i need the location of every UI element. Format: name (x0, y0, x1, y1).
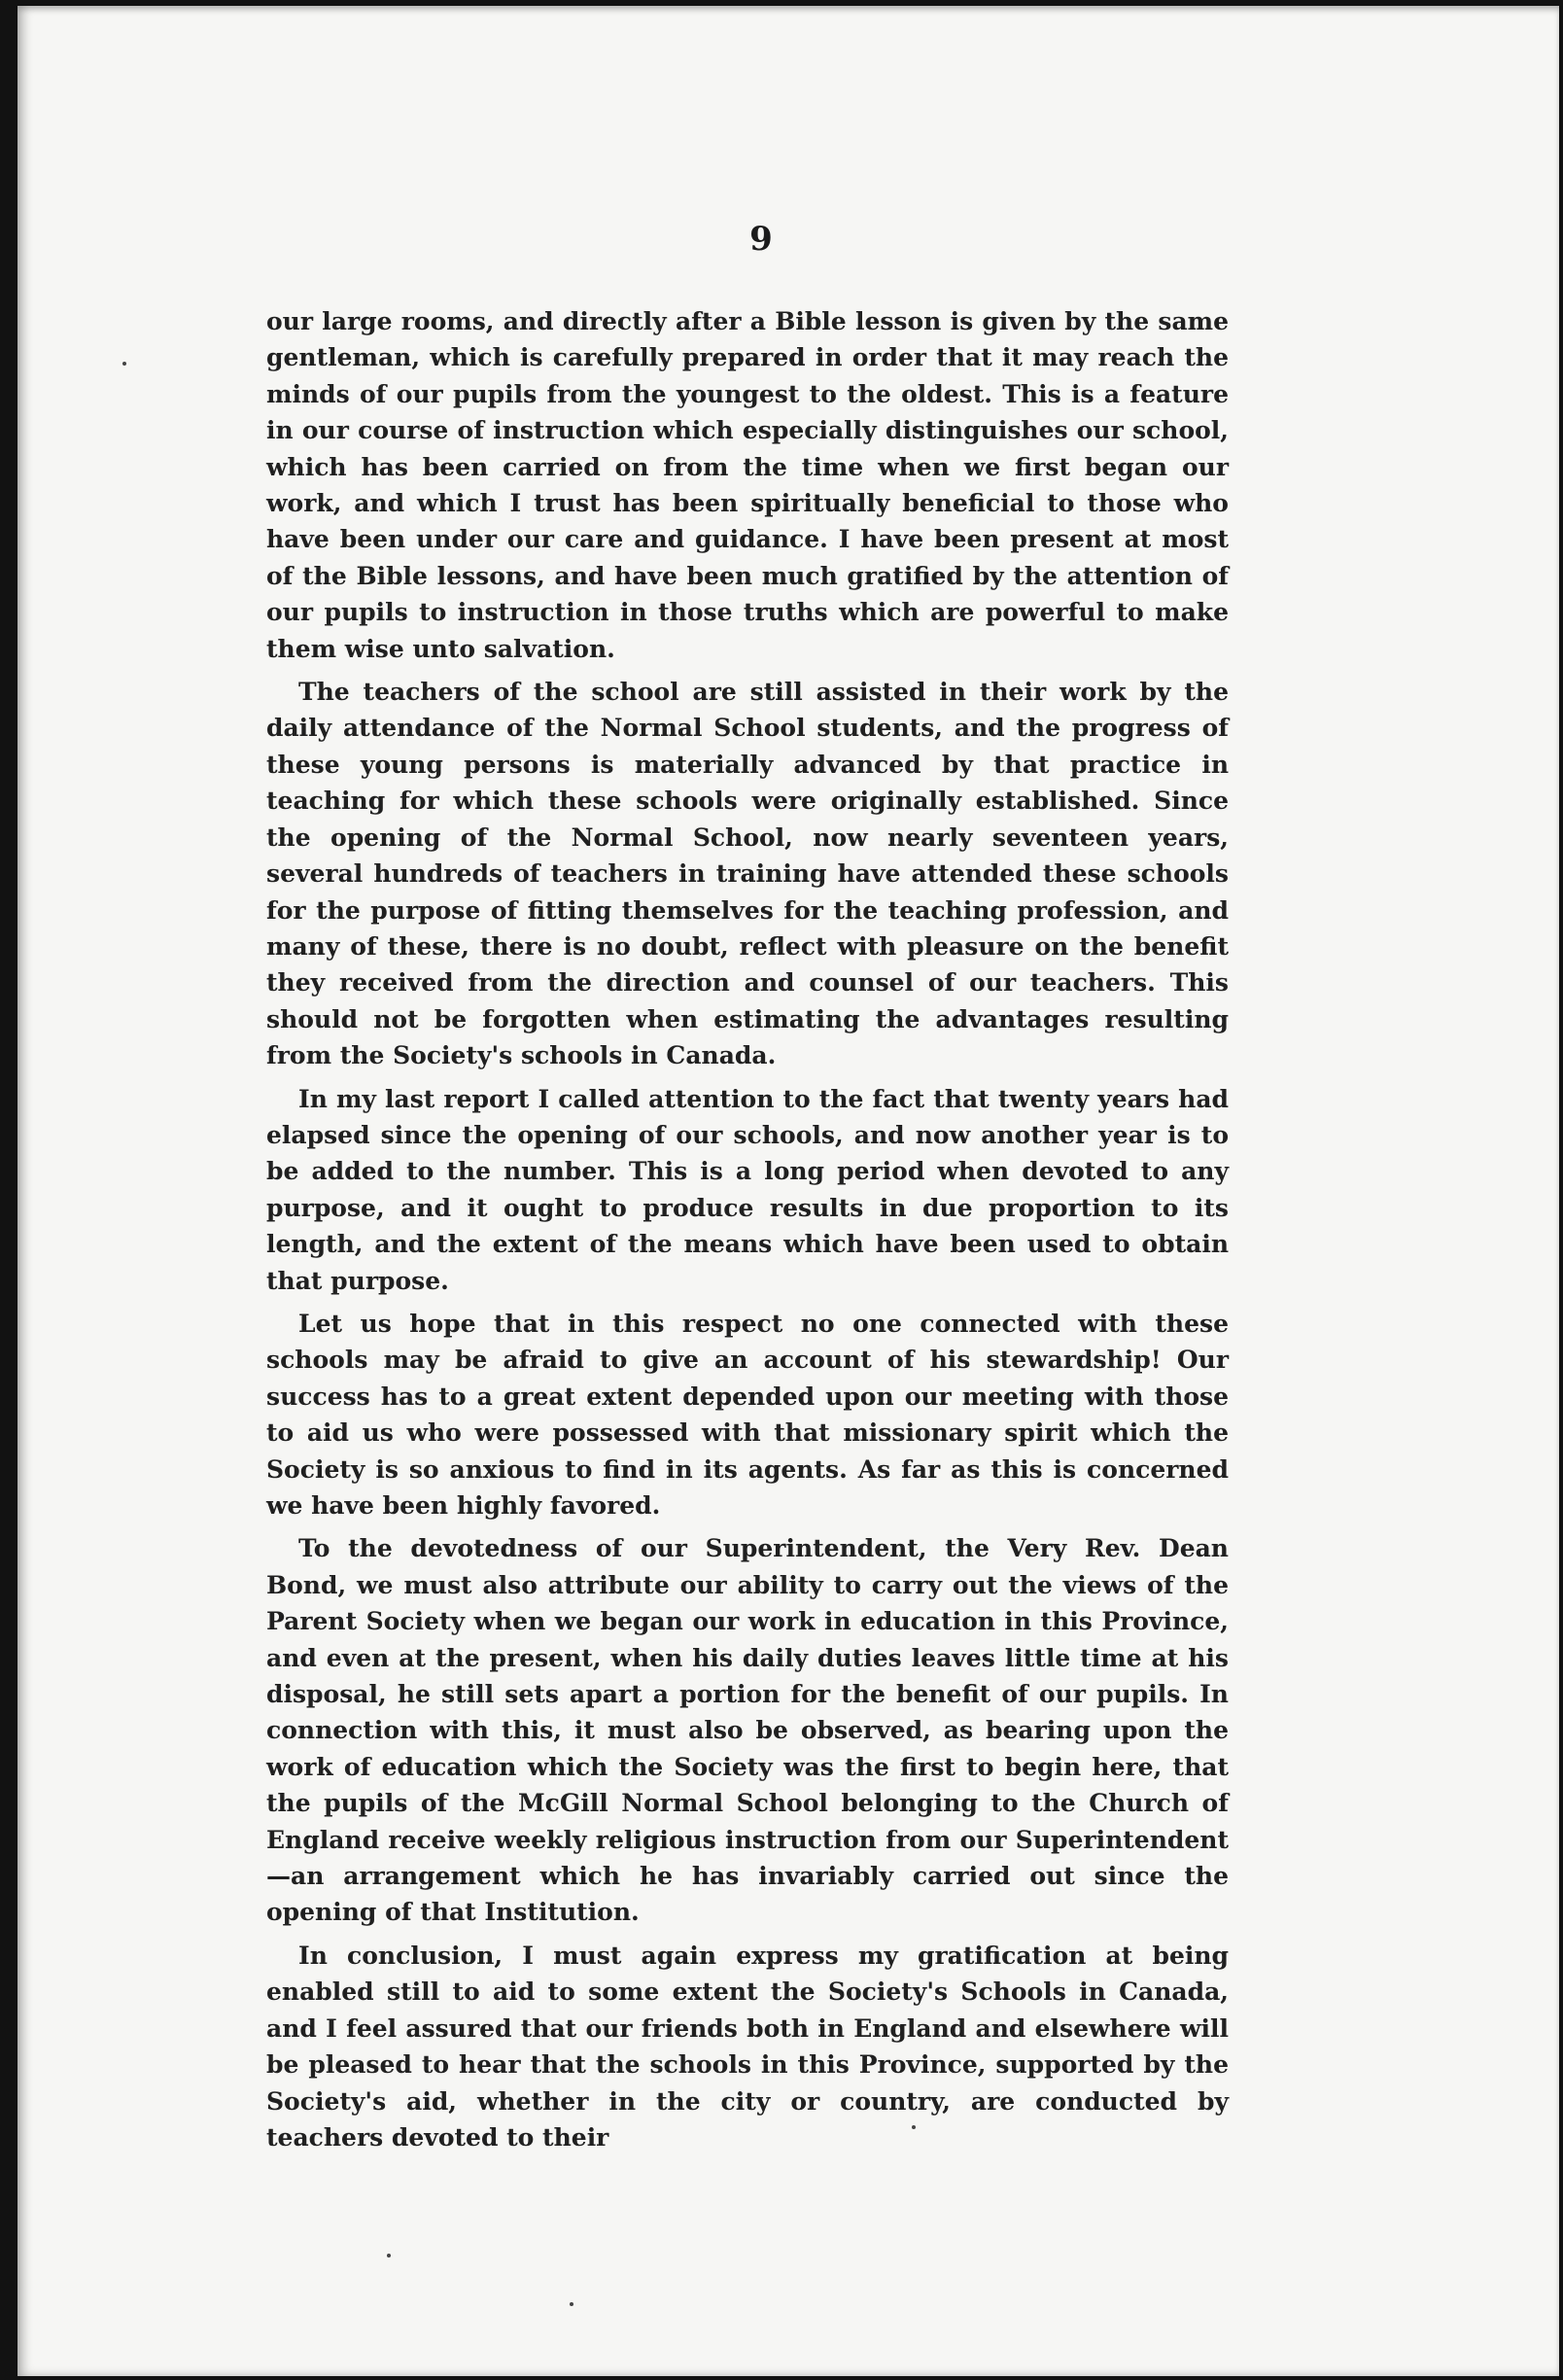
paper-speck (387, 2254, 391, 2258)
paper-speck (570, 2302, 573, 2306)
paper-speck (122, 362, 126, 366)
body-text (266, 303, 1229, 2162)
paragraph-6: In conclusion, I must again express my gratification at being enabled still to aid to some extent the Society's Schools in Canada, and I feel assured that our friends both in England and elsewhere will be pleased to hear that the schools in this Province, supported by the Society's aid, whether in the city or country, are conducted by teachers devoted to their (266, 1941, 1229, 2152)
paragraph-1: our large rooms, and directly after a Bible lesson is given by the same gentleman, which is carefully prepared in order that it may reach the minds of our pupils from the youngest to the oldest. This is a feature in our course of instruction which especially distinguishes our school, which has been carried on from the time when we first began our work, and which I trust has been spiritually beneficial to those who have been under our care and guidance. I have been present at most of the Bible lessons, and have been much gratified by the attention of our pupils to instruction in those truths which are powerful to make them wise unto salvation. (266, 307, 1229, 663)
paper-speck (912, 2125, 916, 2129)
paragraph-3: In my last report I called attention to the fact that twenty years had elapsed since the opening of our schools, and now another year is to be added to the number. This is a long period when devoted to any purpose, and it ought to produce results in due proportion to its length, and the extent of the means which have been used to obtain that purpose. (266, 1084, 1229, 1295)
paragraph-2: The teachers of the school are still assisted in their work by the daily attendance of the Normal School students, and the progress of these young persons is materially advanced by that practice in teaching for which these schools were originally established. Since the opening of the Normal School, now nearly seventeen years, several hundreds of teachers in training have attended these schools for the purpose of fitting themselves for the teaching profession, and many of these, there is no doubt, reflect with pleasure on the benefit they received from the direction and counsel of our teachers. This should not be forgotten when estimating the advantages resulting from the Society's schools in Canada. (266, 678, 1229, 1070)
document-page (17, 6, 1559, 2376)
page-number: 9 (749, 220, 773, 259)
paragraph-4: Let us hope that in this respect no one connected with these schools may be afraid to give an account of his stewardship! Our success has to a great extent depended upon our meeting with those to aid us who were possessed with that missionary spirit which the Society is so anxious to find in its agents. As far as this is concerned we have been highly favored. (266, 1309, 1229, 1520)
paragraph-5: To the devotedness of our Superintendent, the Very Rev. Dean Bond, we must also attribute our ability to carry out the views of the Parent Society when we began our work in education in this Province, and even at the present, when his daily duties leaves little time at his disposal, he still sets apart a portion for the benefit of our pupils. In connection with this, it must also be observed, as bearing upon the work of education which the Society was the first to begin here, that the pupils of the McGill Normal School belonging to the Church of England receive weekly religious instruction from our Superintendent—an arrangement which he has invariably carried out since the opening of that Institution. (266, 1534, 1229, 1927)
